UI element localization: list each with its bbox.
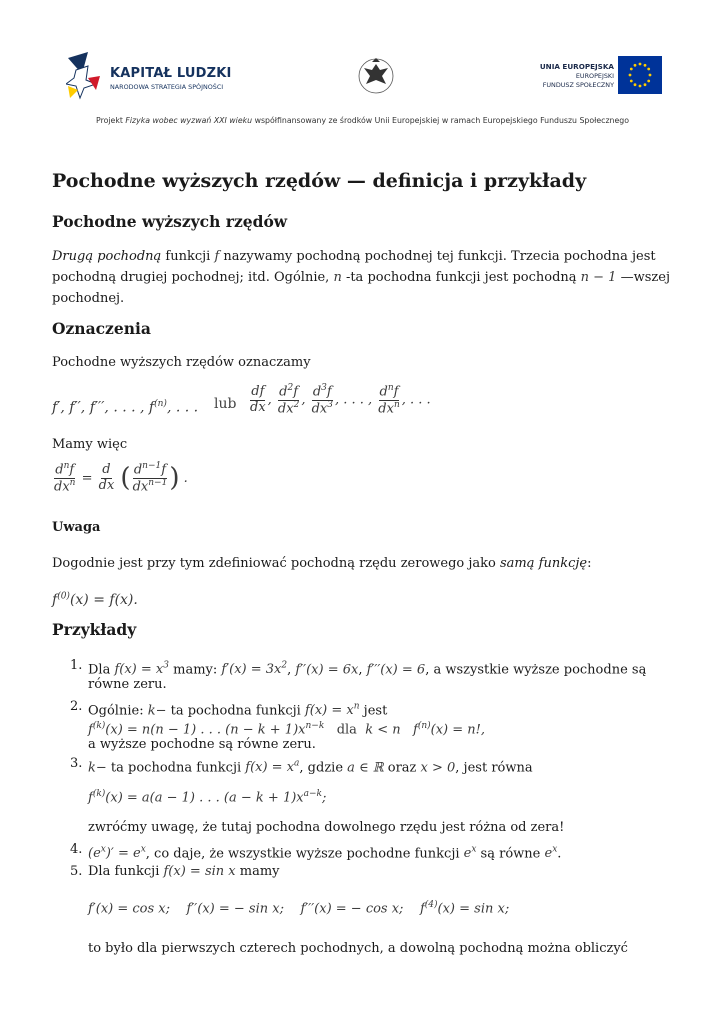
sequence-primes	[52, 394, 198, 419]
eu-text	[540, 62, 614, 90]
university-seal-logo	[354, 50, 398, 106]
uwaga-text-em: samą funkcję	[500, 556, 588, 571]
f0-rest: (x) = f(x).	[69, 591, 138, 608]
example-5-text: Dla funkcji f(x) = sin x mamy	[88, 864, 280, 879]
definition-em: Drugą pochodną	[52, 249, 162, 264]
example-5-line3: to było dla pierwszych czterech pochodnych, a dowolną pochodną można obliczyć	[88, 941, 628, 956]
notation-sequence	[52, 384, 677, 428]
section-heading-definition: Pochodne wyższych rzędów	[52, 212, 288, 231]
frac-d2f-dx2: $\frac{d^2f}{dx^2}$	[277, 383, 300, 416]
uwaga-text-a: Dogodnie jest przy tym zdefiniować pochodną rzędu zerowego jako	[52, 556, 500, 571]
example-4-text: $(e^x)' = e^x$, co daje, że wszystkie wyższe pochodne funkcji $e^x$ są równe $e^x$.	[88, 845, 562, 862]
page-header	[0, 40, 725, 135]
page-title: Pochodne wyższych rzędów — definicja i przykłady	[52, 170, 587, 192]
example-number: 2.	[70, 699, 83, 714]
definition-math-n: n	[333, 270, 342, 285]
section-heading-notation: Oznaczenia	[52, 319, 151, 338]
kapital-ludzki-star-icon	[66, 50, 106, 100]
eu-line1: UNIA EUROPEJSKA	[539, 62, 614, 71]
definition-text-f: pochodnej.	[52, 291, 125, 306]
definition-paragraph	[52, 246, 677, 309]
zero-derivative-formula	[52, 586, 677, 611]
sequence-leibniz: $\frac{df}{dx}$ , $\frac{d^2f}{dx^2}$ , $\frac{d^3f}{dx^3}$ , . . . , $\frac{d^nf}{dx^n}$ , . . .	[250, 383, 431, 416]
project-prefix: Projekt	[96, 116, 126, 125]
example-2-line3: a wyższe pochodne są równe zeru.	[88, 737, 316, 752]
definition-text-d: -ta pochodna funkcji jest pochodną	[341, 270, 581, 285]
kapital-ludzki-logo	[66, 50, 266, 100]
recursive-formula-math: $\frac{d^nf}{dx^n}$ = $\frac{d}{dx}$ ( $\frac{d^{n-1}f}{dx^{n-1}}$ ) .	[54, 461, 188, 494]
eu-flag-icon	[618, 56, 662, 94]
definition-text-c: pochodną drugiej pochodnej; itd. Ogólnie,	[52, 270, 334, 285]
sequence-primes-text: f′, f′′, f′′′, . . . , f	[52, 399, 155, 416]
uwaga-text-b: :	[587, 556, 592, 571]
example-1-line2: równe zeru.	[88, 677, 167, 692]
frac-df-dx: $\frac{df}{dx}$	[250, 384, 266, 415]
example-5-formula: f′(x) = cos x; f′′(x) = − sin x; f′′′(x) = − cos x; $f^{(4)}(x) = \sin x$;	[88, 900, 510, 917]
example-1-text: Dla $f(x) = x^3$ mamy: $f'(x) = 3x^2$, f′′(x) = 6x, f′′′(x) = 6, a wszystkie wyższe pochodne są	[88, 661, 647, 678]
definition-text-b: nazywamy pochodną pochodnej tej funkcji. Trzecia pochodna jest	[219, 249, 656, 264]
definition-text-a: funkcji	[161, 249, 215, 264]
kapital-ludzki-subtitle: NARODOWA STRATEGIA SPÓJNOŚCI	[110, 83, 224, 91]
eu-line3: FUNDUSZ SPOŁECZNY	[542, 81, 614, 89]
project-suffix: współfinansowany ze środków Unii Europejskiej w ramach Europejskiego Funduszu Społecznego	[252, 116, 629, 125]
example-number: 1.	[70, 658, 83, 673]
eu-logo	[516, 56, 662, 96]
project-line	[0, 116, 725, 125]
section-heading-examples: Przykłady	[52, 620, 137, 639]
f0-f: f	[52, 591, 58, 608]
example-2-formula: $f^{(k)}(x) = n(n - 1)$ . . . $(n - k + 1)x^{n-k}$ dla k < n $f^{(n)}(x) = n$!,	[88, 721, 486, 738]
example-number: 3.	[70, 756, 83, 771]
eu-line2: EUROPEJSKI	[575, 72, 614, 80]
f0-sup: (0)	[57, 591, 70, 601]
definition-text-e: —wszej	[616, 270, 670, 285]
sequence-primes-end: , . . .	[166, 399, 199, 416]
example-3-line3: zwróćmy uwagę, że tutaj pochodna dowolnego rzędu jest różna od zera!	[88, 820, 565, 835]
definition-math-nm1: n − 1	[580, 270, 617, 285]
sequence-primes-sup: (n)	[154, 399, 167, 409]
example-3-formula: $f^{(k)}(x) = a(a - 1)$ . . . $(a - k + 1)x^{a-k}$;	[88, 789, 327, 806]
example-number: 4.	[70, 842, 83, 857]
university-eagle-icon	[354, 50, 398, 106]
kapital-ludzki-title: KAPITAŁ LUDZKI	[110, 66, 232, 81]
mamy-wiec: Mamy więc	[52, 437, 128, 452]
sequence-lub: lub	[214, 396, 237, 412]
uwaga-paragraph	[52, 553, 677, 574]
example-3-text: k− ta pochodna funkcji $f(x) = x^a$, gdzie a ∈ ℝ oraz x > 0, jest równa	[88, 759, 533, 776]
recursive-formula	[52, 462, 677, 508]
project-title: Fizyka wobec wyzwań XXI wieku	[125, 116, 253, 125]
frac-dnf-dxn: $\frac{d^nf}{dx^n}$	[378, 383, 400, 416]
frac-d3f-dx3: $\frac{d^3f}{dx^3}$	[311, 383, 333, 416]
example-number: 5.	[70, 864, 83, 879]
definition-math-f: f	[214, 249, 220, 264]
uwaga-label: Uwaga	[52, 520, 101, 535]
notation-intro: Pochodne wyższych rzędów oznaczamy	[52, 355, 311, 370]
example-2-text: Ogólnie: k− ta pochodna funkcji $f(x) = x^n$ jest	[88, 702, 388, 719]
